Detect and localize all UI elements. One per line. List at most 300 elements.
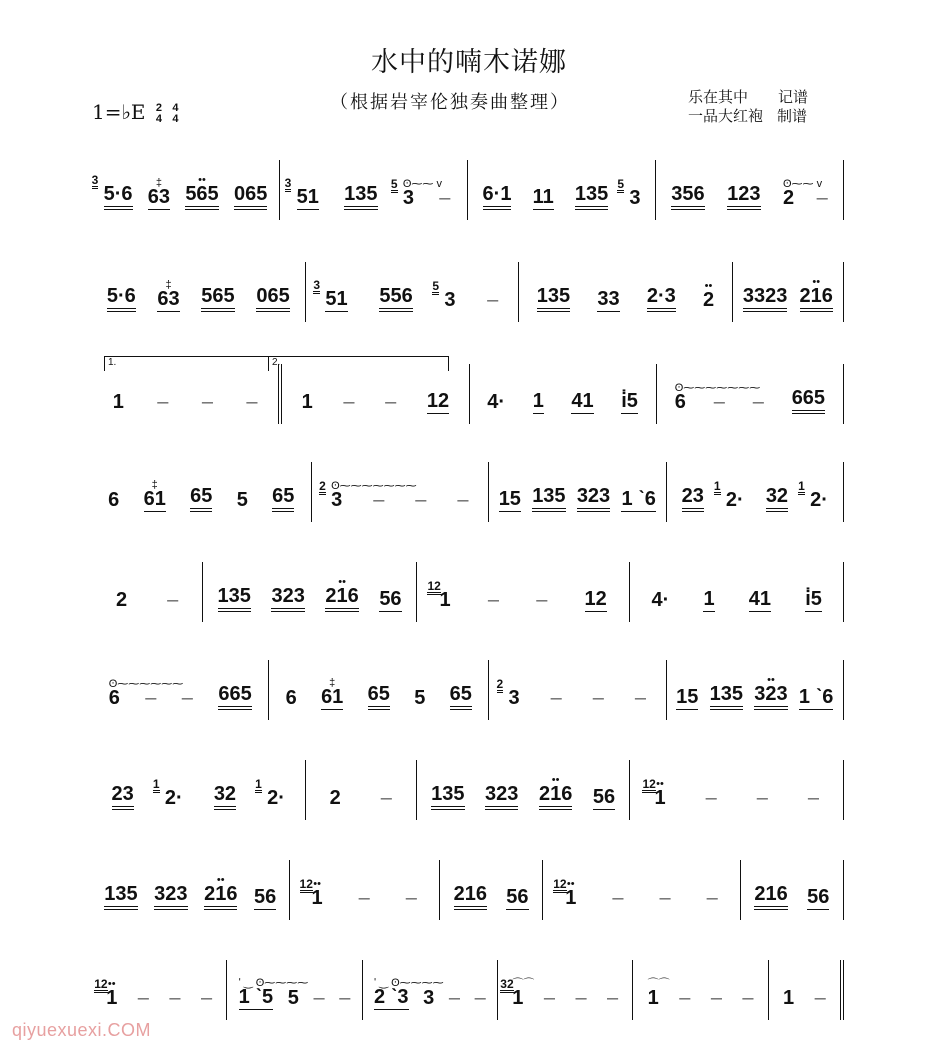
note-group (571, 389, 593, 424)
dash-extension (817, 186, 828, 220)
measure (630, 562, 844, 622)
note-digits: 65 (272, 484, 294, 512)
grace-note: 12 (94, 977, 108, 991)
measure (92, 760, 306, 820)
note-digits: 1 (783, 987, 795, 1009)
note-group (152, 777, 183, 820)
watermark: qiyuexuexi.COM (12, 1020, 152, 1040)
note-group (108, 488, 119, 522)
note-group (577, 484, 610, 522)
measure (306, 760, 417, 820)
note-digits: – (448, 987, 460, 1009)
dash-extension (551, 686, 562, 720)
note-group (108, 678, 184, 720)
note-digits: 56 (592, 786, 616, 808)
note-digits: 665 (218, 682, 251, 710)
note-digits: – (380, 787, 392, 809)
note-group (271, 584, 304, 622)
note-digits: 135 (344, 182, 377, 210)
grace-note: 12 (553, 877, 567, 891)
dash-extension (339, 986, 350, 1020)
measure (667, 462, 844, 522)
note-digits: – (181, 687, 193, 709)
score-line (92, 364, 844, 424)
score-line (92, 160, 844, 220)
note-digits: – (201, 391, 213, 413)
note-group (642, 777, 666, 820)
dash-extension (457, 488, 468, 522)
note-digits: 56 (253, 886, 277, 908)
note-group (112, 782, 134, 820)
note-digits: 63 (157, 288, 180, 310)
note-digits: 123 (727, 182, 760, 210)
note-digits: 32 (214, 782, 236, 810)
note-digits: 5·6 (104, 182, 133, 210)
note-digits: 135 (575, 182, 608, 210)
note-group (532, 484, 565, 522)
measure (227, 960, 362, 1020)
score-line (92, 660, 844, 720)
measure (92, 860, 290, 920)
dash-extension (145, 686, 156, 720)
note-group (185, 174, 219, 220)
credit-name: 一品大红袍 (688, 107, 764, 125)
note-digits: 065 (256, 284, 289, 312)
note-digits: 323 (577, 484, 610, 512)
note-group (553, 877, 577, 920)
note-digits: 2 ˋ3 (374, 986, 409, 1008)
note-group (621, 389, 638, 424)
note-digits: – (706, 887, 718, 909)
note-digits: 2· (267, 787, 285, 809)
note-digits: 1 (311, 887, 323, 909)
note-group (766, 484, 788, 522)
note-digits: 135 (218, 584, 251, 612)
ornament-mark: ʹ ‿ ʘ⁓⁓⁓⁓ (238, 977, 309, 989)
note-digits: 3 (402, 187, 414, 209)
note-group (286, 686, 297, 720)
dash-extension (607, 986, 618, 1020)
ornament-mark: •• (551, 774, 560, 786)
note-group (805, 587, 822, 622)
note-group (427, 579, 451, 622)
ornament-mark: •• (767, 674, 775, 686)
measure (417, 760, 631, 820)
note-digits: 65 (450, 682, 472, 710)
note-group (496, 677, 520, 720)
note-group (204, 874, 238, 920)
measure (769, 960, 844, 1020)
note-digits: – (607, 987, 619, 1009)
note-digits: 1 (654, 787, 666, 809)
note-group (302, 390, 313, 424)
grace-note: 2 (496, 677, 504, 691)
note-group (390, 177, 442, 220)
note-digits: 565 (201, 284, 234, 312)
dash-extension (575, 986, 586, 1020)
note-digits: 41 (748, 588, 772, 610)
note-digits: 556 (379, 284, 412, 312)
note-group (94, 977, 118, 1020)
note-group (727, 182, 760, 220)
note-group (483, 182, 512, 220)
note-group (272, 484, 294, 522)
note-group (299, 877, 323, 920)
note-group (799, 685, 833, 720)
note-digits: 5 (414, 687, 426, 709)
measure (92, 364, 282, 424)
measure (280, 160, 468, 220)
measure (203, 562, 417, 622)
note-digits: 216 (204, 882, 237, 910)
note-digits: 2·3 (647, 284, 676, 312)
note-group (585, 587, 607, 622)
dash-extension (246, 390, 257, 424)
note-group (506, 885, 528, 920)
ornament-mark: ⌒⌒ (512, 978, 535, 990)
dash-extension (544, 986, 555, 1020)
meter-top: 4 (172, 101, 179, 114)
note-group (485, 782, 518, 820)
note-group (754, 674, 788, 720)
ornament-mark: ⌒⌒ (647, 978, 670, 990)
note-group (214, 782, 236, 820)
note-digits: 2· (810, 489, 828, 511)
measure (733, 262, 844, 322)
note-digits: – (145, 687, 157, 709)
ornament-mark: •• (338, 576, 346, 588)
note-group (621, 487, 655, 522)
grace-note: 3 (284, 176, 292, 190)
dash-extension (487, 288, 498, 322)
dash-extension (815, 986, 826, 1020)
meter-bottom: 4 (155, 112, 162, 125)
note-group (710, 682, 743, 720)
note-group (237, 488, 248, 522)
note-digits: 1 (647, 987, 659, 1009)
note-group (617, 177, 641, 220)
measure (543, 860, 741, 920)
note-digits: 1 (512, 987, 524, 1009)
note-group (201, 284, 234, 322)
note-digits: 51 (325, 288, 348, 310)
note-digits: i̇5 (805, 588, 822, 610)
note-group (254, 885, 276, 920)
note-digits: 12 (426, 390, 450, 412)
key-signature (92, 100, 178, 125)
note-group (147, 177, 171, 220)
ornament-mark: •• (216, 874, 225, 886)
ornament-mark: •• (812, 276, 821, 288)
dash-extension (742, 986, 753, 1020)
note-digits: 1 (112, 391, 124, 413)
ornament-mark: •• (566, 878, 575, 890)
note-digits: – (439, 187, 451, 209)
ornament-mark: •• (656, 778, 664, 790)
measure (417, 562, 631, 622)
note-digits: – (807, 787, 819, 809)
note-digits: – (200, 987, 213, 1009)
score-line (92, 562, 844, 622)
measure (92, 462, 312, 522)
note-group (807, 885, 829, 920)
note-digits: 135 (710, 682, 743, 710)
ornament-mark: •• (107, 978, 116, 990)
score-line (92, 462, 844, 522)
note-digits: 2· (725, 489, 744, 511)
note-group (703, 587, 714, 622)
note-digits: 23 (112, 782, 134, 810)
note-digits: 4· (487, 391, 506, 413)
note-digits: 2 (702, 289, 715, 311)
note-digits: – (373, 489, 385, 511)
grace-note: 3 (313, 278, 321, 292)
grace-note: 1 (255, 777, 262, 791)
dash-extension (373, 488, 384, 522)
note-group (284, 176, 319, 220)
note-digits: 3323 (743, 284, 788, 312)
note-group (154, 882, 187, 920)
dash-extension (449, 986, 460, 1020)
note-digits: 56 (807, 886, 830, 908)
grace-note: 3 (91, 173, 99, 187)
dash-extension (157, 390, 168, 424)
note-group (537, 284, 570, 322)
note-group (256, 284, 289, 322)
note-group (783, 986, 794, 1020)
note-group (107, 284, 136, 322)
grace-note: 32 (500, 977, 514, 991)
note-digits: 665 (792, 386, 825, 414)
note-digits: 6 (674, 391, 686, 413)
note-group (414, 686, 425, 720)
time-signature-2-4 (156, 103, 162, 125)
note-digits: 3 (508, 687, 520, 709)
note-digits: 1 ˋ6 (798, 686, 834, 708)
note-group (647, 284, 676, 322)
note-group (321, 677, 344, 720)
note-group (500, 977, 535, 1020)
ornament-mark: ‡ (155, 177, 162, 189)
note-digits: – (550, 687, 562, 709)
note-digits: 323 (485, 782, 518, 810)
measure (290, 860, 440, 920)
measure (630, 760, 844, 820)
note-digits: 1 (703, 588, 715, 610)
note-digits: 61 (143, 488, 166, 510)
note-digits: – (487, 289, 499, 311)
note-group (157, 279, 180, 322)
volta-2: 2. (268, 356, 449, 371)
note-digits: – (742, 987, 754, 1009)
note-group (288, 986, 299, 1020)
meter-top: 2 (155, 101, 162, 114)
measure (92, 960, 227, 1020)
score-line (92, 860, 844, 920)
grace-note: 5 (390, 177, 398, 191)
dash-extension (314, 986, 325, 1020)
dash-extension (182, 686, 193, 720)
note-digits: 135 (532, 484, 565, 512)
grace-note: 12 (427, 579, 441, 593)
key: 1=♭E (92, 100, 146, 124)
measure (363, 960, 498, 1020)
note-digits: 135 (537, 284, 570, 312)
note-digits: 2 (329, 787, 341, 809)
note-digits: – (313, 987, 325, 1009)
note-digits: – (575, 987, 587, 1009)
note-digits: 216 (454, 882, 487, 910)
note-digits: 6 (108, 489, 120, 511)
dash-extension (343, 390, 354, 424)
note-group (423, 986, 434, 1020)
note-digits: – (405, 887, 417, 909)
note-group (702, 280, 715, 322)
note-digits: – (358, 887, 370, 909)
note-group (313, 278, 348, 322)
dash-extension (202, 390, 213, 424)
ornament-mark: ʘ⁓⁓ v (402, 178, 442, 190)
note-digits: – (169, 987, 181, 1009)
note-digits: 63 (147, 186, 171, 208)
note-digits: 15 (498, 488, 521, 510)
measure (741, 860, 844, 920)
note-digits: – (756, 787, 768, 809)
note-digits: – (612, 887, 624, 909)
note-group (218, 584, 251, 622)
meter-bottom: 4 (172, 112, 179, 125)
note-digits: 2 (783, 187, 795, 209)
dash-extension (536, 588, 547, 622)
note-digits: – (543, 987, 555, 1009)
note-digits: 216 (800, 284, 833, 312)
note-digits: 3 (423, 987, 435, 1009)
measure (656, 160, 844, 220)
note-digits: 4· (651, 589, 670, 611)
grace-note: 1 (713, 479, 721, 493)
note-digits: – (536, 589, 548, 611)
ornament-mark: •• (313, 878, 321, 890)
note-digits: 216 (325, 584, 358, 612)
note-digits: – (634, 687, 646, 709)
dash-extension (138, 986, 149, 1020)
note-digits: – (157, 391, 169, 413)
note-group (652, 588, 670, 622)
note-digits: – (816, 187, 828, 209)
note-group (593, 785, 615, 820)
note-group (454, 882, 487, 920)
note-group (783, 178, 823, 220)
note-group (368, 682, 390, 720)
dash-extension (201, 986, 212, 1020)
note-digits: 5·6 (107, 284, 136, 312)
credit-name: 乐在其中 (688, 88, 749, 106)
dash-extension (439, 186, 450, 220)
note-group (682, 484, 704, 522)
measure (92, 562, 203, 622)
note-group (450, 682, 472, 720)
note-digits: 51 (296, 186, 319, 208)
note-group (792, 386, 825, 424)
measure (440, 860, 543, 920)
measure (633, 960, 768, 1020)
note-digits: 216 (539, 782, 572, 810)
note-digits: 2 (116, 589, 128, 611)
note-digits: – (385, 391, 397, 413)
note-digits: – (710, 987, 722, 1009)
note-group (597, 287, 619, 322)
note-group (533, 185, 554, 220)
dash-extension (711, 986, 722, 1020)
note-digits: 3 (629, 187, 641, 209)
measure (657, 364, 844, 424)
note-group (113, 390, 124, 424)
note-group (499, 487, 521, 522)
note-digits: 56 (379, 588, 402, 610)
dash-extension (167, 588, 178, 622)
note-group (432, 279, 456, 322)
ornament-mark: ʘ⁓⁓⁓⁓⁓⁓⁓ (674, 382, 761, 394)
note-digits: 1 ˋ5 (238, 986, 274, 1008)
note-group (330, 786, 341, 820)
note-group (533, 389, 544, 424)
note-group (671, 182, 704, 220)
note-group (325, 576, 359, 622)
volta-1: 1. (104, 356, 268, 371)
note-digits: 1 (301, 391, 313, 413)
note-group (754, 882, 787, 920)
note-digits: 6·1 (483, 182, 512, 210)
note-digits: 5 (236, 489, 248, 511)
note-group (749, 587, 771, 622)
note-group (319, 479, 417, 522)
note-group (190, 484, 212, 522)
score-line (92, 960, 844, 1020)
ornament-mark: ʘ⁓⁓ v (783, 178, 823, 190)
dash-extension (659, 886, 670, 920)
note-digits: 135 (431, 782, 464, 810)
ornament-mark: ‡ (165, 279, 172, 291)
note-group (238, 977, 309, 1020)
dash-extension (415, 488, 426, 522)
measure (92, 160, 280, 220)
measure (269, 660, 489, 720)
note-group (379, 284, 412, 322)
ornament-mark: ʘ⁓⁓⁓⁓⁓⁓ (108, 678, 184, 690)
note-group (799, 276, 833, 322)
note-digits: 323 (154, 882, 187, 910)
note-digits: 56 (506, 886, 529, 908)
note-digits: – (167, 589, 179, 611)
note-digits: 65 (368, 682, 390, 710)
note-digits: – (752, 391, 764, 413)
ornament-mark: ʹ ‿ ʘ⁓⁓⁓⁓ (374, 977, 444, 989)
credit-role: 制谱 (777, 107, 808, 125)
grace-note: 2 (319, 479, 326, 493)
credit-line (688, 107, 808, 126)
note-digits: – (339, 987, 351, 1009)
note-digits: 61 (321, 686, 344, 708)
note-digits: 6 (285, 687, 297, 709)
dash-extension (635, 686, 646, 720)
note-group (374, 977, 444, 1020)
note-digits: 3 (331, 489, 343, 511)
note-group (713, 479, 744, 522)
note-digits: 216 (754, 882, 787, 910)
note-group (104, 882, 137, 920)
measure (92, 262, 306, 322)
note-digits: – (487, 589, 499, 611)
